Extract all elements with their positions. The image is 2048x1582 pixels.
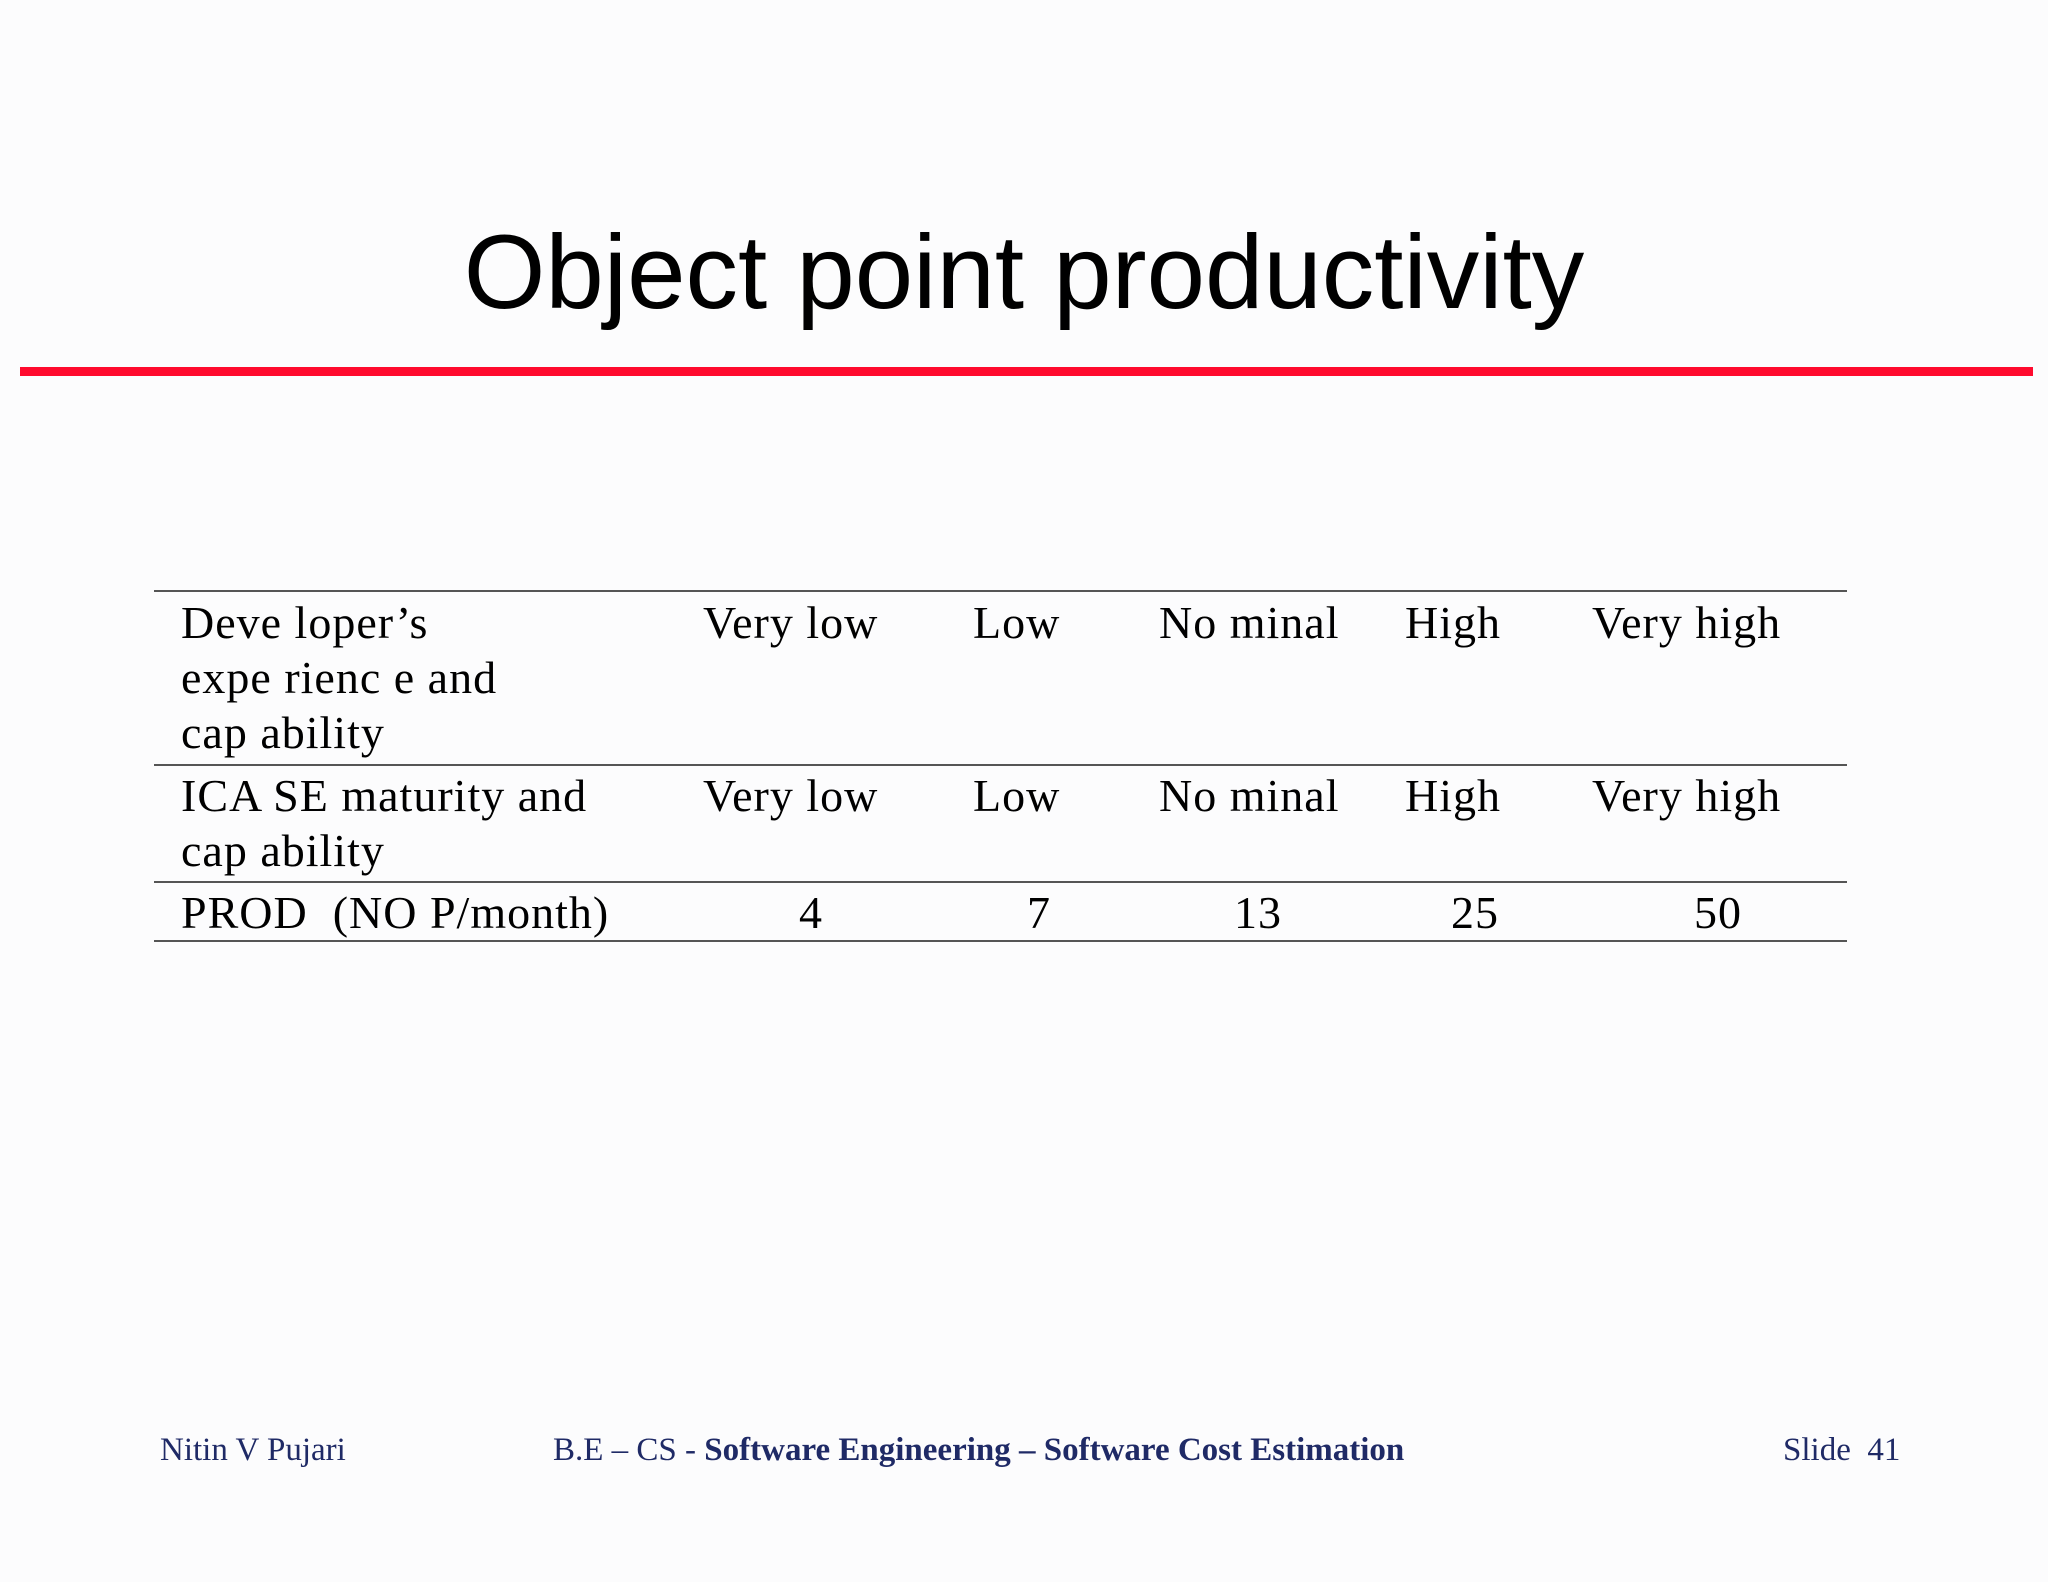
row-label: Deve loper’s expe rienc e and cap ability: [181, 597, 498, 758]
table-cell: High: [1405, 597, 1501, 648]
table-cell: 7: [1027, 887, 1051, 938]
row-label: ICA SE maturity and cap ability: [181, 770, 588, 876]
table-cell: High: [1405, 770, 1501, 821]
table-cell: Very low: [703, 597, 879, 648]
table-row: [154, 882, 1847, 941]
table-cell: Very low: [703, 770, 879, 821]
footer-course: [553, 1428, 1404, 1472]
footer-author: Nitin V Pujari: [160, 1432, 346, 1468]
table-row: [154, 765, 1847, 882]
table-cell: 25: [1451, 887, 1499, 938]
slide-title: Object point productivity: [463, 214, 1585, 331]
table-cell: 50: [1694, 887, 1742, 938]
table-cell: Low: [973, 770, 1061, 821]
productivity-table: [154, 590, 1847, 942]
table-cell: No minal: [1159, 770, 1340, 821]
table-cell: 13: [1234, 887, 1282, 938]
table-cell: Low: [973, 597, 1061, 648]
title-divider: [20, 367, 2033, 376]
table-cell: 4: [799, 887, 823, 938]
table-cell: Very high: [1592, 597, 1782, 648]
table-row: [154, 591, 1847, 765]
table-cell: Very high: [1592, 770, 1782, 821]
row-label: PROD (NO P/month): [181, 887, 610, 938]
footer-course-prefix: B.E – CS -: [553, 1432, 705, 1468]
slide-number: Slide 41: [1783, 1432, 1901, 1468]
footer-course-title: Software Engineering – Software Cost Estimation: [704, 1432, 1405, 1468]
table-cell: No minal: [1159, 597, 1340, 648]
